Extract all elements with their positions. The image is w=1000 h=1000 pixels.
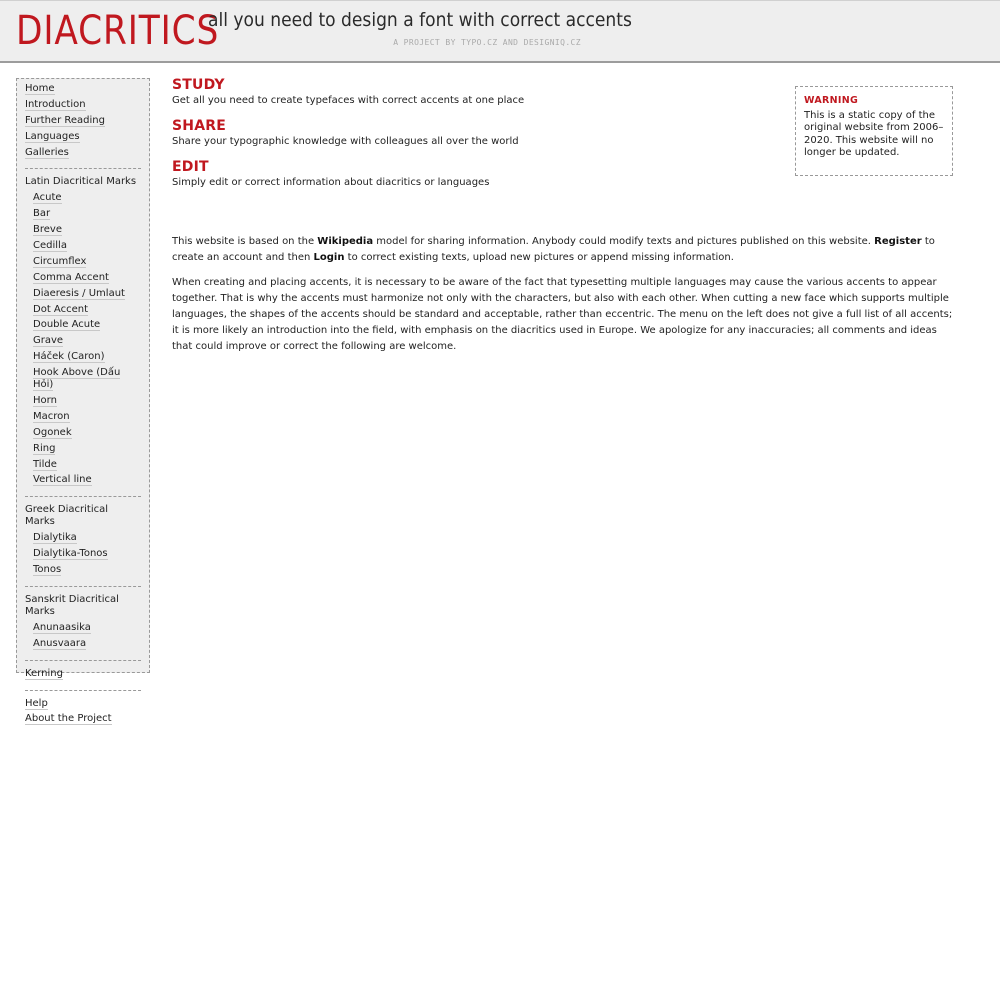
sidebar-item-home[interactable] [25, 83, 141, 95]
sidebar-item-label: Comma Accent [33, 271, 109, 283]
sidebar-item-label: Sanskrit Diacritical Marks [25, 593, 119, 617]
section-title-edit[interactable]: EDIT [172, 159, 209, 175]
sidebar-item-label: Kerning [25, 667, 63, 679]
sidebar-item-ring[interactable] [25, 443, 141, 455]
site-tagline: all you need to design a font with correct accents [208, 9, 632, 31]
sidebar-item-sanskrit-diacritical-marks[interactable] [25, 594, 141, 618]
sidebar-item-diaeresis-umlaut[interactable] [25, 288, 141, 300]
sidebar-item-comma-accent[interactable] [25, 272, 141, 284]
sidebar-item-label: Grave [33, 335, 64, 347]
sidebar-item-galleries[interactable] [25, 147, 141, 159]
site-logo[interactable]: DIACRITICS [16, 8, 220, 54]
sidebar-item-label: Further Reading [25, 114, 105, 126]
sidebar-item-double-acute[interactable] [25, 319, 141, 331]
sidebar-item-horn[interactable] [25, 395, 141, 407]
sidebar-item-label: Ogonek [33, 426, 72, 438]
sidebar-item-ogonek[interactable] [25, 427, 141, 439]
sidebar-item-label: Dialytika [33, 532, 77, 544]
sidebar-item-label: Greek Diacritical Marks [25, 504, 109, 528]
sidebar-item-vertical-line[interactable] [25, 474, 141, 486]
section-text-edit: Simply edit or correct information about diacritics or languages [172, 177, 490, 188]
sidebar-item-macron[interactable] [25, 411, 141, 423]
sidebar-item-introduction[interactable] [25, 99, 141, 111]
sidebar-item-label: Hook Above (Dấu Hỏi) [33, 367, 121, 391]
sidebar-item-cedilla[interactable] [25, 240, 141, 252]
para-text: model for sharing information. Anybody could modify texts and pictures published on this website. [373, 236, 875, 247]
sidebar-item-breve[interactable] [25, 224, 141, 236]
sidebar-item-label: Double Acute [33, 319, 101, 331]
sidebar-item-label: Dialytika-Tonos [33, 548, 108, 560]
sidebar-item-acute[interactable] [25, 192, 141, 204]
sidebar-item-label: Bar [33, 208, 51, 220]
sidebar-item-bar[interactable] [25, 208, 141, 220]
sidebar-item-h-ek-caron[interactable] [25, 351, 141, 363]
sidebar-group [25, 504, 141, 587]
wikipedia-link[interactable]: Wikipedia [317, 236, 374, 247]
sidebar-item-label: Anunaasika [33, 621, 91, 633]
sidebar-item-label: Dot Accent [33, 303, 88, 315]
sidebar-item-label: Circumflex [33, 255, 87, 267]
login-link[interactable]: Login [313, 252, 345, 263]
sidebar-item-label: Galleries [25, 146, 69, 158]
sidebar-group [25, 176, 141, 497]
sidebar-item-label: Ring [33, 442, 56, 454]
sidebar-menu [16, 78, 150, 725]
section-title-study[interactable]: STUDY [172, 77, 225, 93]
sidebar-item-dialytika[interactable] [25, 532, 141, 544]
sidebar-item-tonos[interactable] [25, 564, 141, 576]
sidebar-item-label: Cedilla [33, 240, 67, 252]
sidebar-group [25, 668, 141, 691]
sidebar-item-languages[interactable] [25, 131, 141, 143]
intro-paragraph-accents: When creating and placing accents, it is necessary to be aware of the fact that typesetting multiple languages may cause the various accents to appear together. That is why the accents must harmonize not only with the characters, but also with each other. When cutting a new face which supports multiple languages, the shapes of the accents should be standard and acceptable, rather than eccentric. The menu on the left does not give a full list of all accents; it is more likely an introduction into the field, with emphasis on the diacritics used in Europe. We apologize for any inaccuracies; all comments and ideas that could improve or correct the following are welcome. [172, 277, 953, 352]
intro-paragraph-wiki [172, 234, 960, 266]
sidebar-item-label: Help [25, 697, 48, 709]
sidebar-item-label: Tilde [33, 458, 57, 470]
sidebar-item-label: Horn [33, 395, 57, 407]
sidebar-item-label: Breve [33, 224, 62, 236]
sidebar-item-label: Háček (Caron) [33, 351, 105, 363]
sidebar-item-greek-diacritical-marks[interactable] [25, 504, 141, 528]
sidebar-item-tilde[interactable] [25, 459, 141, 471]
sidebar-item-label: Languages [25, 130, 80, 142]
sidebar-item-dialytika-tonos[interactable] [25, 548, 141, 560]
sidebar-item-latin-diacritical-marks[interactable] [25, 176, 141, 188]
warning-title: WARNING [804, 95, 859, 106]
section-text-share: Share your typographic knowledge with colleagues all over the world [172, 136, 519, 147]
section-text-study: Get all you need to create typefaces with correct accents at one place [172, 95, 525, 106]
sidebar-item-label: Acute [33, 192, 62, 204]
sidebar-item-grave[interactable] [25, 335, 141, 347]
sidebar-item-label: Home [25, 83, 55, 94]
sidebar-item-label: Vertical line [33, 474, 92, 486]
sidebar-item-further-reading[interactable] [25, 115, 141, 127]
sidebar-item-label: About the Project [25, 713, 112, 725]
sidebar-item-help[interactable] [25, 698, 141, 710]
sidebar-item-label: Anusvaara [33, 637, 87, 649]
sidebar-item-anunaasika[interactable] [25, 622, 141, 634]
para-text: to correct existing texts, upload new pictures or append missing information. [344, 252, 734, 263]
sidebar-group [25, 83, 141, 169]
sidebar-group [25, 698, 141, 736]
register-link[interactable]: Register [874, 236, 922, 247]
section-title-share[interactable]: SHARE [172, 118, 226, 134]
sidebar-item-kerning[interactable] [25, 668, 141, 680]
sidebar-item-hook-above-d-u-h-i[interactable] [25, 367, 141, 391]
sidebar-item-circumflex[interactable] [25, 256, 141, 268]
site-byline: A PROJECT BY TYPO.CZ AND DESIGNIQ.CZ [393, 38, 581, 47]
warning-text: This is a static copy of the original website from 2006–2020. This website will no longer be updated. [804, 110, 944, 158]
sidebar-item-label: Macron [33, 410, 70, 422]
sidebar-item-label: Tonos [33, 564, 62, 576]
sidebar-item-dot-accent[interactable] [25, 304, 141, 316]
para-text: to create an account and then [172, 236, 935, 263]
sidebar-item-label: Diaeresis / Umlaut [33, 287, 125, 299]
sidebar-group [25, 594, 141, 661]
sidebar-item-label: Introduction [25, 98, 86, 110]
sidebar-item-anusvaara[interactable] [25, 638, 141, 650]
warning-box [795, 86, 953, 176]
sidebar-item-label: Latin Diacritical Marks [25, 176, 137, 188]
site-header [0, 0, 1000, 63]
sidebar-item-about-the-project[interactable] [25, 713, 141, 725]
para-text: This website is based on the [172, 236, 318, 247]
